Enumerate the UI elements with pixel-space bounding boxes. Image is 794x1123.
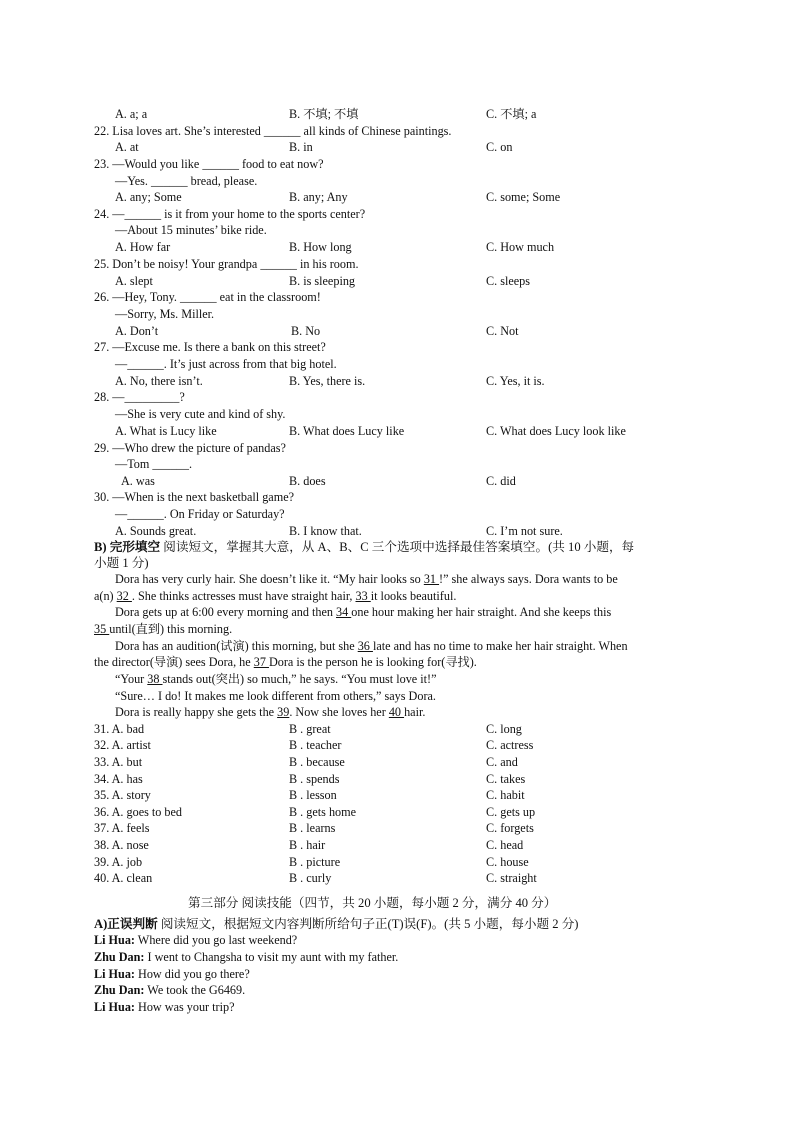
q21-option-c[interactable]: C. 不填; a [486,107,537,121]
cloze-option-34-b[interactable]: B . spends [289,772,340,786]
blank-36: 36 [357,639,373,653]
cloze-option-40-c[interactable]: C. straight [486,871,537,885]
q26-option-a[interactable]: A. Don’t [115,324,159,338]
q22-option-c[interactable]: C. on [486,140,513,154]
passage-line-3 [115,604,611,620]
cloze-option-38-c[interactable]: C. head [486,838,524,852]
cloze-option-39-c[interactable]: C. house [486,855,529,869]
cloze-option-32-b[interactable]: B . teacher [289,738,342,752]
q24-option-a[interactable]: A. How far [115,240,171,254]
q23-line2-text-end: bread, please. [187,174,258,188]
q30-option-b[interactable]: B. I know that. [289,524,362,538]
q26-stem-text: 26. —Hey, Tony. [94,290,181,304]
q23-option-c[interactable]: C. some; Some [486,190,561,204]
q25-option-c[interactable]: C. sleeps [486,274,531,288]
passage-text: the director(导演) sees Dora, he [94,655,254,669]
q23-stem [94,156,324,172]
q23-option-a[interactable]: A. any; Some [115,190,182,204]
q23-option-b[interactable]: B. any; Any [289,190,348,204]
q25-stem [94,256,359,272]
q22-stem [94,123,451,139]
passage-text: a(n) [94,589,117,603]
dialogue-text: Where did you go last weekend? [134,933,298,947]
cloze-option-32-c[interactable]: C. actress [486,738,534,752]
passage-text: until(直到) this morning. [109,622,233,636]
q27-blank: ______ [127,357,164,371]
cloze-option-33-b[interactable]: B . because [289,755,345,769]
q29-stem: 29. —Who drew the picture of pandas? [94,441,286,455]
blank-39: 39 [277,705,290,719]
q29-option-b[interactable]: B. does [289,474,326,488]
dialogue-line [94,999,235,1015]
cloze-option-36-a[interactable]: 36. A. goes to bed [94,805,183,819]
q22-stem-text: 22. Lisa loves art. She’s interested [94,124,264,138]
q27-line2 [115,356,337,372]
q28-option-c[interactable]: C. What does Lucy look like [486,424,626,438]
q21-option-b[interactable]: B. 不填; 不填 [289,107,359,121]
dialogue-text: We took the G6469. [144,983,246,997]
blank-40: 40 [388,705,405,719]
passage-line-6 [94,654,477,670]
q28-stem-text-end: ? [179,390,185,404]
q27-line2-text: — [115,357,128,371]
q29-line2 [115,456,192,472]
passage-line-2 [94,588,456,604]
passage-line-8: “Sure… I do! It makes me look different from others,” says Dora. [115,689,436,703]
passage-line-1 [115,571,618,587]
q30-option-c[interactable]: C. I’m not sure. [486,524,563,538]
q24-option-c[interactable]: C. How much [486,240,555,254]
blank-32: 32 [116,589,132,603]
q28-stem [94,389,185,405]
section-b-instructions: 阅读短文，掌握其大意，从 A、B、C 三个选项中选择最佳答案填空。(共 10 小题，每 [160,540,635,554]
q23-blank: ______ [202,157,239,171]
speaker-name: Li Hua: [94,967,135,981]
q24-line2: —About 15 minutes’ bike ride. [115,223,267,237]
q29-blank: ______ [152,457,189,471]
dialogue-line [94,949,398,965]
cloze-option-38-a[interactable]: 38. A. nose [94,838,149,852]
passage-text: Dora gets up at 6:00 every morning and then [115,605,337,619]
q23-line2 [115,173,257,189]
passage-text: Dora has an audition(试演) this morning, but she [115,639,358,653]
q28-line2: —She is very cute and kind of shy. [115,407,286,421]
speaker-name: Li Hua: [94,933,135,947]
blank-38: 38 [147,672,163,686]
dialogue-text: I went to Changsha to visit my aunt with my father. [144,950,399,964]
q22-blank: ______ [263,124,301,138]
cloze-option-34-a[interactable]: 34. A. has [94,772,143,786]
passage-line-5 [115,638,628,654]
q22-option-b[interactable]: B. in [289,140,313,154]
part-3-heading: 第三部分 阅读技能（四节，共 20 小题，每小题 2 分，满分 40 分） [188,896,557,910]
q27-option-c[interactable]: C. Yes, it is. [486,374,545,388]
q27-option-b[interactable]: B. Yes, there is. [289,374,366,388]
q25-blank: ______ [260,257,297,271]
q26-option-c[interactable]: C. Not [486,324,519,338]
q29-option-c[interactable]: C. did [486,474,516,488]
section-a-instructions: 阅读短文，根据短文内容判断所给句子正(T)误(F)。(共 5 小题，每小题 2 分) [157,917,579,931]
q22-option-a[interactable]: A. at [115,140,139,154]
cloze-option-36-b[interactable]: B . gets home [289,805,357,819]
q27-option-a[interactable]: A. No, there isn’t. [115,374,203,388]
passage-line-4 [94,621,232,637]
dialogue-text: How did you go there? [134,967,250,981]
cloze-option-40-a[interactable]: 40. A. clean [94,871,153,885]
q26-option-b[interactable]: B. No [291,324,321,338]
passage-text: it looks beautiful. [370,589,457,603]
q22-stem-text-end: all kinds of Chinese paintings. [300,124,452,138]
q30-line2-text-end: . On Friday or Saturday? [163,507,285,521]
q29-option-a[interactable]: A. was [121,474,155,488]
passage-text: . Now she loves her [289,705,389,719]
passage-text: . She thinks actresses must have straight hair, [131,589,356,603]
q23-stem-text: 23. —Would you like [94,157,203,171]
speaker-name: Zhu Dan: [94,983,145,997]
passage-text: late and has no time to make her hair straight. When [372,639,628,653]
section-b-heading [94,539,634,555]
q25-stem-text: 25. Don’t be noisy! Your grandpa [94,257,261,271]
blank-37: 37 [253,655,269,669]
q28-option-a[interactable]: A. What is Lucy like [115,424,217,438]
q28-stem-text: 28. — [94,390,125,404]
cloze-option-38-b[interactable]: B . hair [289,838,326,852]
cloze-option-31-a[interactable]: 31. A. bad [94,722,145,736]
q23-line2-text: —Yes. [115,174,152,188]
passage-text: hair. [404,705,426,719]
dialogue-line [94,932,297,948]
q26-stem-text-end: eat in the classroom! [216,290,321,304]
speaker-name: Zhu Dan: [94,950,145,964]
cloze-option-37-a[interactable]: 37. A. feels [94,821,150,835]
q23-stem-text-end: food to eat now? [238,157,324,171]
q29-line2-text-end: . [188,457,193,471]
q28-blank: _________ [124,390,180,404]
q25-option-b[interactable]: B. is sleeping [289,274,356,288]
cloze-option-39-b[interactable]: B . picture [289,855,341,869]
q27-line2-text-end: . It’s just across from that big hotel. [163,357,337,371]
cloze-option-33-c[interactable]: C. and [486,755,518,769]
passage-text: “Your [115,672,148,686]
passage-text: one hour making her hair straight. And she keeps this [351,605,612,619]
section-a-heading [94,916,579,932]
passage-text: stands out(突出) so much,” he says. “You must love it!” [162,672,437,686]
cloze-option-35-c[interactable]: C. habit [486,788,525,802]
q30-option-a[interactable]: A. Sounds great. [115,524,197,538]
q25-option-a[interactable]: A. slept [115,274,153,288]
q24-blank: ______ [124,207,162,221]
section-b-instructions-2: 小题 1 分) [94,556,149,570]
passage-text: !” she always says. Dora wants to be [439,572,618,586]
q26-line2: —Sorry, Ms. Miller. [115,307,215,321]
q30-line2-text: — [115,507,128,521]
q30-stem: 30. —When is the next basketball game? [94,490,295,504]
cloze-option-32-a[interactable]: 32. A. artist [94,738,151,752]
passage-line-9 [115,704,425,720]
dialogue-line [94,982,245,998]
q26-blank: ______ [180,290,217,304]
cloze-option-37-c[interactable]: C. forgets [486,821,534,835]
cloze-option-39-a[interactable]: 39. A. job [94,855,143,869]
cloze-option-33-a[interactable]: 33. A. but [94,755,143,769]
dialogue-line [94,966,250,982]
speaker-name: Li Hua: [94,1000,135,1014]
q28-option-b[interactable]: B. What does Lucy like [289,424,405,438]
q24-stem [94,206,365,222]
blank-31: 31 [423,572,440,586]
dialogue-text: How was your trip? [134,1000,235,1014]
q24-stem-text-end: is it from your home to the sports center? [161,207,366,221]
blank-33: 33 [355,589,371,603]
q26-stem [94,289,321,305]
cloze-option-36-c[interactable]: C. gets up [486,805,536,819]
cloze-option-40-b[interactable]: B . curly [289,871,332,885]
q30-line2 [115,506,285,522]
blank-35: 35 [94,622,110,636]
q21-option-a[interactable]: A. a; a [115,107,148,121]
q24-option-b[interactable]: B. How long [289,240,352,254]
q25-stem-text-end: in his room. [296,257,359,271]
q30-blank: ______ [127,507,164,521]
cloze-option-31-b[interactable]: B . great [289,722,331,736]
q29-line2-text: —Tom [115,457,153,471]
q27-stem: 27. —Excuse me. Is there a bank on this street? [94,340,326,354]
cloze-option-37-b[interactable]: B . learns [289,821,336,835]
passage-text: Dora is really happy she gets the [115,705,278,719]
cloze-option-35-a[interactable]: 35. A. story [94,788,151,802]
passage-text: Dora is the person he is looking for(寻找). [268,655,477,669]
q23-blank-2: ______ [151,174,188,188]
q24-stem-text: 24. — [94,207,125,221]
passage-line-7 [115,671,437,687]
passage-text: Dora has very curly hair. She doesn’t like it. “My hair looks so [115,572,424,586]
section-b-label: B) 完形填空 [94,540,161,554]
section-a-label: A)正误判断 [94,917,158,931]
cloze-option-34-c[interactable]: C. takes [486,772,526,786]
cloze-option-35-b[interactable]: B . lesson [289,788,337,802]
cloze-option-31-c[interactable]: C. long [486,722,522,736]
blank-34: 34 [336,605,352,619]
